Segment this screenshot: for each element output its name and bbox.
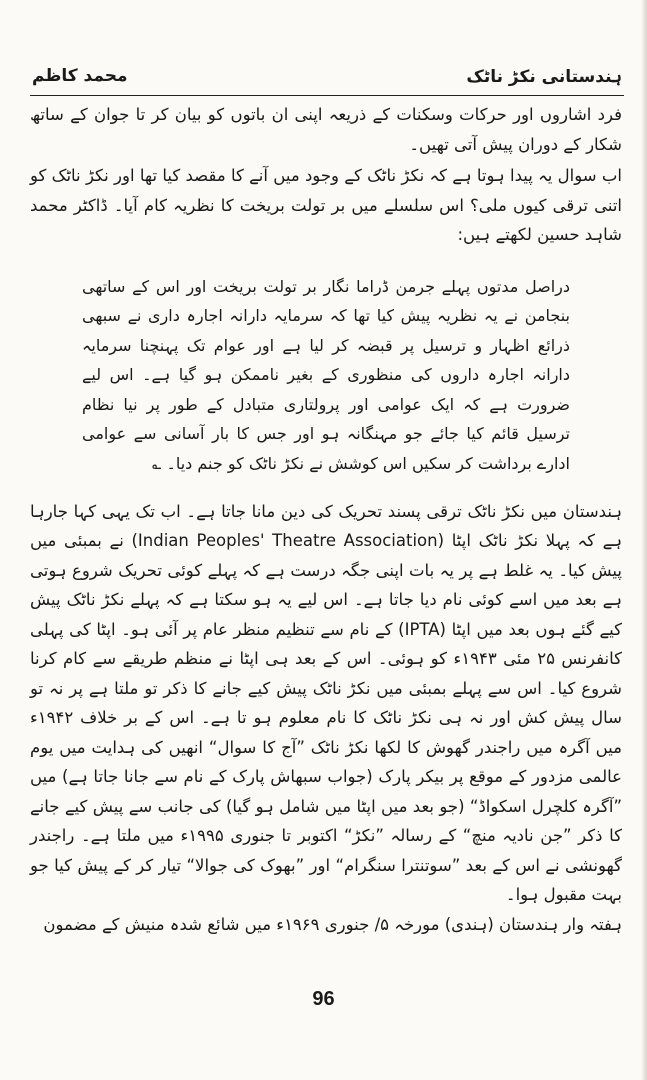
paragraph-3: ہندستان میں نکڑ ناٹک ترقی پسند تحریک کی دین مانا جاتا ہے۔ اب تک یہی کہا جارہا ہے کہ پہلا نکڑ ناٹک اپٹا (Indian Peoples' Theatre Association) نے بمبئی میں پیش کیا۔ یہ غلط ہے پر یہ بات اپنی جگہ درست ہے کہ پہلے کوئی تحریک شروع ہوتی ہے بعد میں اسے کوئی نام دیا جاتا ہے۔ اس لیے یہ ہو سکتا ہے کہ پہلے نکڑ ناٹک پیش کیے گئے ہوں بعد میں اپٹا (IPTA) کے نام سے تنظیم منظر عام پر آئی ہو۔ اپٹا کی پہلی کانفرنس ۲۵ مئی ۱۹۴۳ء کو ہوئی۔ اس کے بعد ہی اپٹا نے منظم طریقے سے کام کرنا شروع کیا۔ اس سے پہلے بمبئی میں نکڑ ناٹک پیش کیے جانے کا ذکر تو ملتا ہے پر نہ تو سال پیش کش اور نہ ہی نکڑ ناٹک کا نام معلوم ہو تا ہے۔ اس کے بر خلاف ۱۹۴۲ء میں آگرہ میں راجندر گھوش کا لکھا نکڑ ناٹک ”آج کا سوال“ انھیں کی ہدایت میں یوم عالمی مزدور کے موقع پر بیکر پارک (جواب سبھاش پارک کے نام سے جانا جاتا ہے) میں ”آگرہ کلچرل اسکواڈ“ (جو بعد میں اپٹا میں شامل ہو گیا) کی جانب سے پیش کیے جانے کا ذکر ”جن نادیہ منچ“ کے رسالہ ”نکڑ“ اکتوبر تا جنوری ۱۹۹۵ء میں ملتا ہے۔ راجندر گھونشی نے اس کے بعد ”سوتنترا سنگرام“ اور ”بھوک کی جوالا“ تیار کر کے پیش کیا جو بہت مقبول ہوا۔: [30, 501, 622, 905]
book-title: ہندستانی نکڑ ناٹک: [466, 67, 622, 87]
paragraph-2: اب سوال یہ پیدا ہوتا ہے کہ نکڑ ناٹک کے وجود میں آنے کا مقصد کیا تھا اور نکڑ ناٹک کو اتنی ترقی کیوں ملی؟ اس سلسلے میں بر تولت بریخت کا نظریہ کام آیا۔ ڈاکٹر محمد شاہد حسین لکھتے ہیں:: [30, 166, 622, 244]
author-name: محمد کاظم: [32, 66, 128, 86]
paragraph-1: فرد اشاروں اور حرکات وسکنات کے ذریعہ اپنی ان باتوں کو بیان کر تا جوان کے ساتھ شکار کے دوران پیش آتی تھیں۔: [30, 105, 622, 154]
page-number: 96: [312, 988, 335, 1010]
running-header: [32, 66, 622, 92]
paragraph-4: ہفتہ وار ہندستان (ہندی) مورخہ ۵/ جنوری ۱۹۶۹ء میں شائع شدہ منیش کے مضمون: [43, 914, 622, 934]
header-divider: [30, 95, 624, 96]
page-edge-shadow: [641, 0, 647, 1080]
body-text: [30, 100, 622, 939]
block-quote: دراصل مدتوں پہلے جرمن ڈراما نگار بر تولت بریخت اور اس کے ساتھی بنجامن نے یہ نظریہ پیش کیا تھا کہ سرمایہ دارانہ اجارہ داری نے سبھی ذرائع اظہار و ترسیل پر قبضہ کر لیا ہے اور عوام تک پہنچنا سرمایہ دارانہ اجارہ داروں کی منظوری کے بغیر ناممکن ہو گیا ہے۔ اس لیے ضرورت ہے کہ ایک عوامی اور پرولتاری متبادل کے طور پر نیا نظام ترسیل قائم کیا جائے جو مہنگانہ ہو اور جس کا بار آسانی سے عوامی ادارے برداشت کر سکیں اس کوشش نے نکڑ ناٹک کو جنم دیا۔ ؎: [82, 276, 570, 474]
